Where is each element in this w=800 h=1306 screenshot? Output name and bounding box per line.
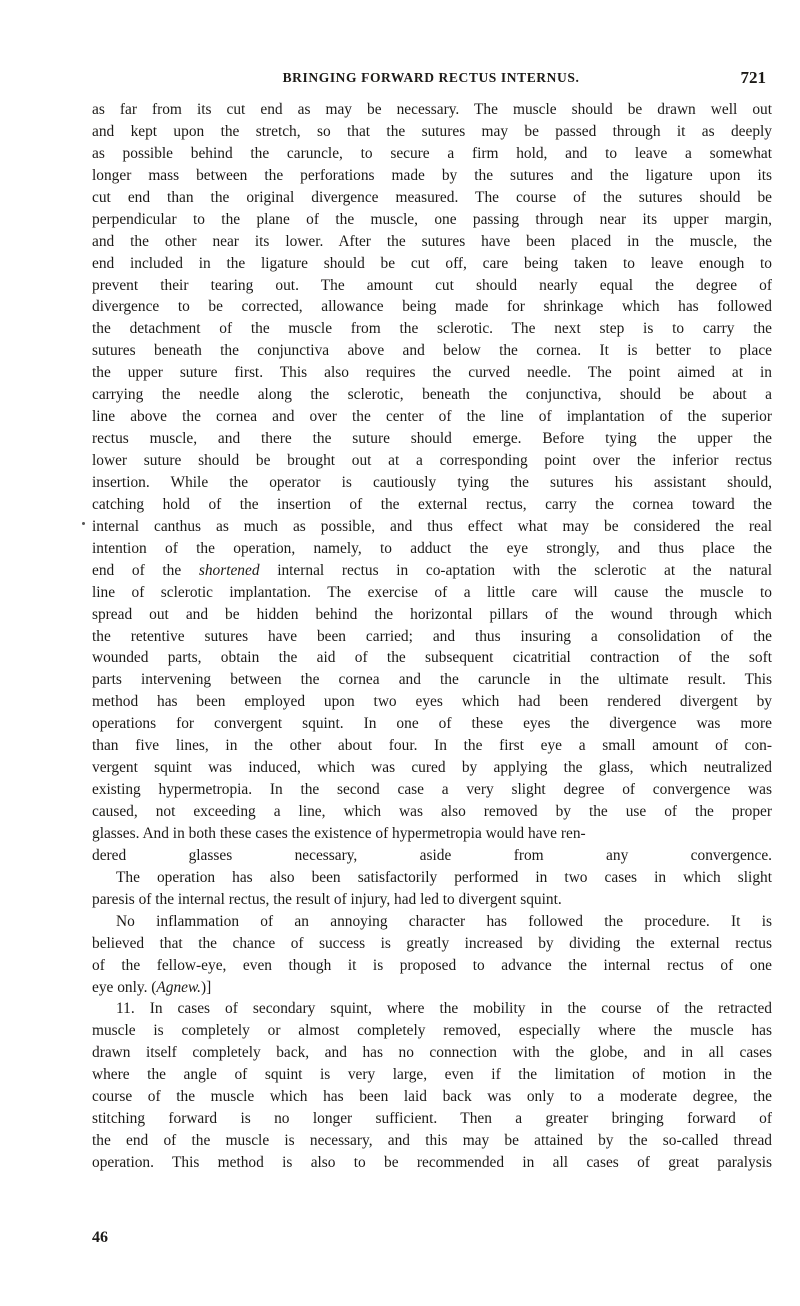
text-line: insertion. While the operator is cautiously tying the sutures his assistant should, <box>92 473 772 491</box>
text-line: No inflammation of an annoying character has followed the procedure. It is <box>116 912 772 930</box>
text-line: where the angle of squint is very large, even if the limitation of motion in the <box>92 1066 772 1084</box>
text-line: the end of the muscle is necessary, and this may be attained by the so-called thread <box>92 1132 772 1150</box>
text-line: line of sclerotic implantation. The exercise of a little care will cause the muscle to <box>92 583 772 601</box>
text-line: the detachment of the muscle from the sclerotic. The next step is to carry the <box>92 320 772 338</box>
text-line: longer mass between the perforations made by the sutures and the ligature upon its <box>92 166 772 184</box>
text-line: as far from its cut end as may be necessary. The muscle should be drawn well out <box>92 101 772 118</box>
text-line: the upper suture first. This also requires the curved needle. The point aimed at in <box>92 364 772 382</box>
text-line: lower suture should be brought out at a corresponding point over the inferior rectus <box>92 452 772 469</box>
running-head <box>96 70 766 90</box>
italic-term: Agnew. <box>156 978 201 996</box>
text-line: operations for convergent squint. In one of these eyes the divergence was more <box>92 715 772 733</box>
text-line: caused, not exceeding a line, which was also removed by the use of the proper <box>92 803 772 820</box>
text-line: carrying the needle along the sclerotic, beneath the conjunctiva, should be about a <box>92 386 772 404</box>
text-line: perpendicular to the plane of the muscle, one passing through near its upper margin, <box>92 210 772 228</box>
text-line: glasses. And in both these cases the existence of hypermetropia would have ren- <box>92 824 586 842</box>
text-line: end included in the ligature should be cut off, care being taken to leave enough to <box>92 254 772 272</box>
text-line: intention of the operation, namely, to adduct the eye strongly, and thus place the <box>92 539 772 557</box>
text-line: than five lines, in the other about four. In the first eye a small amount of con- <box>92 737 772 755</box>
running-title: BRINGING FORWARD RECTUS INTERNUS. <box>282 70 580 85</box>
text-line: end of the shortened internal rectus in co-aptation with the sclerotic at the natural <box>92 561 772 579</box>
page-number: 721 <box>740 68 766 87</box>
text-line: eye only. (Agnew.)] <box>92 978 212 996</box>
text-line: prevent their tearing out. The amount cut should nearly equal the degree of <box>92 276 772 294</box>
text-line: internal canthus as much as possible, and thus effect what may be considered the real <box>92 517 772 535</box>
text-line: operation. This method is also to be recommended in all cases of great paralysis <box>92 1154 772 1171</box>
text-line: as possible behind the caruncle, to secure a firm hold, and to leave a somewhat <box>92 144 772 162</box>
text-line: divergence to be corrected, allowance being made for shrinkage which has followed <box>92 298 772 316</box>
italic-term: shortened <box>198 561 260 579</box>
text-line: vergent squint was induced, which was cured by applying the glass, which neutralized <box>92 759 772 777</box>
text-line: paresis of the internal rectus, the result of injury, had led to divergent squint. <box>92 890 562 908</box>
text-line: and the other near its lower. After the sutures have been placed in the muscle, the <box>92 232 772 250</box>
text-line: spread out and be hidden behind the horizontal pillars of the wound through which <box>92 605 772 623</box>
text-line: course of the muscle which has been laid back was only to a moderate degree, the <box>92 1088 772 1106</box>
text-line: catching hold of the insertion of the external rectus, carry the cornea toward the <box>92 495 772 513</box>
text-line: drawn itself completely back, and has no connection with the globe, and in all cases <box>92 1044 772 1062</box>
text-line: of the fellow-eye, even though it is proposed to advance the internal rectus of one <box>92 956 772 974</box>
text-line: sutures beneath the conjunctiva above and below the cornea. It is better to place <box>92 342 772 360</box>
text-line: cut end than the original divergence measured. The course of the sutures should be <box>92 188 772 206</box>
body-text <box>92 99 772 1174</box>
text-line: muscle is completely or almost completely removed, especially where the muscle has <box>92 1022 772 1040</box>
text-line: The operation has also been satisfactorily performed in two cases in which slight <box>116 868 772 886</box>
text-line: parts intervening between the cornea and the caruncle in the ultimate result. This <box>92 671 772 689</box>
text-line: method has been employed upon two eyes which had been rendered divergent by <box>92 693 772 711</box>
text-line: the retentive sutures have been carried; and thus insuring a consolidation of the <box>92 627 772 645</box>
text-line: existing hypermetropia. In the second case a very slight degree of convergence was <box>92 781 772 799</box>
signature-folio: 46 <box>92 1229 108 1246</box>
text-line: rectus muscle, and there the suture should emerge. Before tying the upper the <box>92 430 772 448</box>
text-line: dered glasses necessary, aside from any convergence. <box>92 846 772 864</box>
text-line: wounded parts, obtain the aid of the subsequent cicatritial contraction of the soft <box>92 649 772 667</box>
text-line: believed that the chance of success is greatly increased by dividing the external rectus <box>92 934 772 952</box>
margin-speck <box>82 522 85 525</box>
text-line: stitching forward is no longer sufficient. Then a greater bringing forward of <box>92 1110 772 1128</box>
text-line: and kept upon the stretch, so that the sutures may be passed through it as deeply <box>92 122 772 140</box>
text-line: 11. In cases of secondary squint, where the mobility in the course of the retracted <box>116 1000 772 1018</box>
text-line: line above the cornea and over the center of the line of implantation of the superior <box>92 408 772 426</box>
